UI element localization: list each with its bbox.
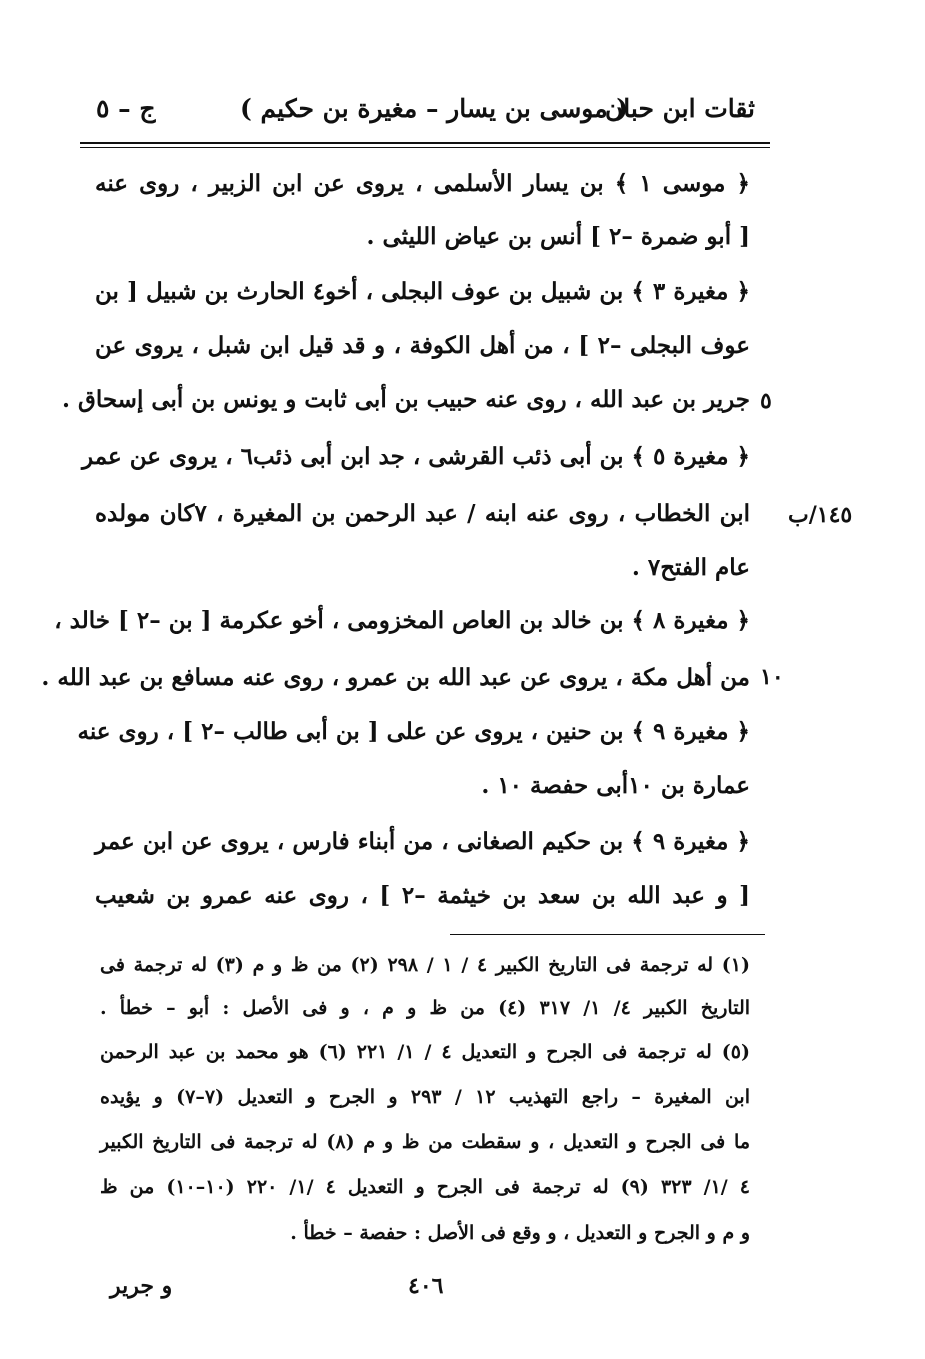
running-head-title: ثقات ابن حبان bbox=[604, 94, 755, 123]
catchword: و جرير bbox=[110, 1273, 173, 1299]
text-line: ﴿ موسى ١ ﴾ بن يسار الأسلمى ، يروى عن ابن الزبير ، روى عنه bbox=[95, 170, 750, 197]
manuscript-folio-marker: ١٤٥/ب bbox=[788, 502, 853, 528]
text-line: ﴿ مغيرة ٩ ﴾ بن حنين ، يروى عن على [ بن أبى طالب –٢ ] ، روى عنه bbox=[77, 718, 750, 745]
text-line: جرير بن عبد الله ، روى عنه حبيب بن أبى ثابت و يونس بن أبى إسحاق . bbox=[61, 386, 750, 413]
text-line: [ و عبد الله بن سعد بن خيثمة –٢ ] ، روى عنه عمرو بن شعيب bbox=[95, 882, 750, 909]
running-head-volume: ج – ٥ bbox=[96, 94, 156, 123]
text-line: [ أبو ضمرة –٢ ] أنس بن عياض الليثى . bbox=[366, 223, 750, 250]
text-line: عام الفتح٧ . bbox=[631, 554, 750, 581]
line-number-5: ٥ bbox=[760, 388, 772, 414]
footnote-line: (٥) له ترجمة فى الجرح و التعديل ٤ / ١/ ٢٢١ (٦) هو محمد بن عبد الرحمن bbox=[100, 1041, 750, 1063]
footnote-line: و م و الجرح و التعديل ، و وقع فى الأصل : حفصة – خطأ . bbox=[290, 1222, 750, 1244]
footnote-line: ابن المغيرة – راجع التهذيب ١٢ / ٢٩٣ و الجرح و التعديل (٧–٧) و يؤيده bbox=[100, 1086, 750, 1108]
text-line: من أهل مكة ، يروى عن عبد الله بن عمرو ، روى عنه مسافع بن عبد الله . bbox=[41, 664, 750, 691]
running-head-subtitle: ( موسى بن يسار – مغيرة بن حكيم ) bbox=[240, 94, 629, 123]
text-line: ﴿ مغيرة ٩ ﴾ بن حكيم الصغانى ، من أبناء فارس ، يروى عن ابن عمر bbox=[95, 828, 750, 855]
text-line: ﴿ مغيرة ٥ ﴾ بن أبى ذئب القرشى ، جد ابن أبى ذئب٦ ، يروى عن عمر bbox=[82, 443, 750, 470]
footnote-line: (١) له ترجمة فى التاريخ الكبير ٤ / ١ / ٢٩٨ (٢) من ظ و م (٣) له ترجمة فى bbox=[100, 954, 750, 976]
footnote-rule bbox=[450, 934, 765, 935]
text-line: عمارة بن ١٠أبى حفصة ١٠ . bbox=[481, 772, 750, 799]
page-number: ٤٠٦ bbox=[408, 1273, 444, 1299]
text-line: ابن الخطاب ، روى عنه ابنه / عبد الرحمن بن المغيرة ، ٧كان مولده bbox=[95, 500, 750, 527]
text-line: ﴿ مغيرة ٣ ﴾ بن شبيل بن عوف البجلى ، أخو٤ الحارث بن شبيل [ بن bbox=[95, 278, 750, 305]
footnote-line: التاريخ الكبير ٤/ ١/ ٣١٧ (٤) من ظ و م ، و فى الأصل : أبو – خطأ . bbox=[100, 997, 751, 1019]
text-line: عوف البجلى –٢ ] ، من أهل الكوفة ، و قد قيل ابن شبل ، يروى عن bbox=[95, 332, 751, 359]
line-number-10: ١٠ bbox=[760, 664, 784, 690]
text-line: ﴿ مغيرة ٨ ﴾ بن خالد بن العاص المخزومى ، أخو عكرمة [ بن –٢ ] خالد ، bbox=[54, 607, 750, 634]
footnote-line: ٤ /١/ ٣٢٣ (٩) له ترجمة فى الجرح و التعديل ٤ /١/ ٢٢٠ (١٠–١٠) من ظ bbox=[100, 1176, 750, 1198]
footnote-line: ما فى الجرح و التعديل ، و سقطت من ظ و م (٨) له ترجمة فى التاريخ الكبير bbox=[100, 1131, 750, 1153]
